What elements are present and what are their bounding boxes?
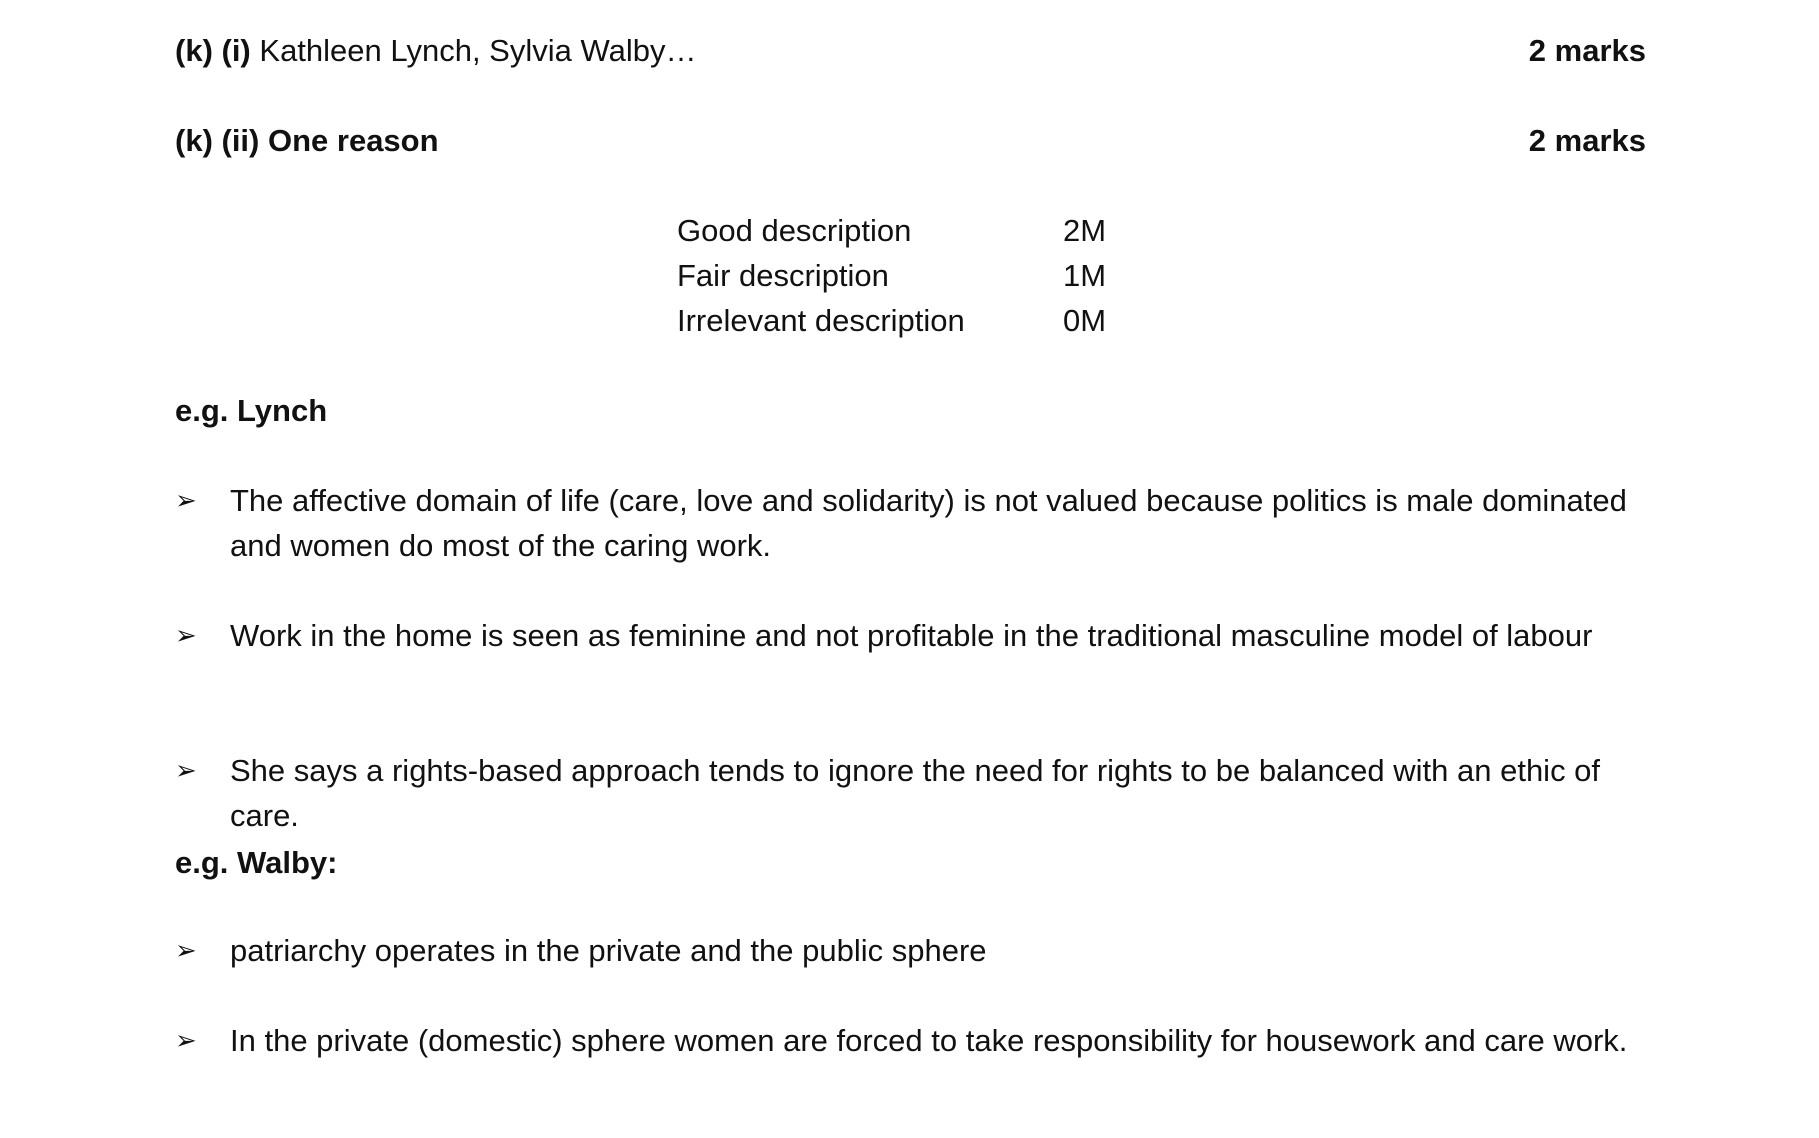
list-item [175, 613, 1665, 658]
scheme-mark: 2M [1063, 213, 1107, 248]
list-item-text: She says a rights-based approach tends to ignore the need for rights to be balanced with an ethic of care. [230, 753, 1601, 833]
scheme-description: Good description [677, 213, 912, 248]
list-item-text: Work in the home is seen as feminine and not profitable in the traditional masculine model of labour [230, 618, 1593, 653]
question-k-i-row [175, 28, 1646, 73]
scheme-mark: 0M [1063, 303, 1107, 338]
scheme-description: Irrelevant description [677, 303, 965, 338]
arrow-bullet-icon: ➢ [175, 1025, 197, 1055]
scheme-row [677, 298, 1106, 343]
arrow-bullet-icon: ➢ [175, 935, 197, 965]
list-item [175, 928, 1665, 973]
question-k-ii-label: (k) (ii) One reason [175, 123, 439, 158]
arrow-bullet-icon: ➢ [175, 620, 197, 650]
list-item [175, 478, 1665, 568]
walby-heading: e.g. Walby: [175, 845, 338, 880]
marking-scheme-table [677, 208, 1106, 343]
arrow-bullet-icon: ➢ [175, 485, 197, 515]
list-item [175, 1018, 1665, 1063]
list-item [175, 748, 1665, 838]
question-k-i-answer: Kathleen Lynch, Sylvia Walby… [259, 33, 697, 68]
list-item-text: In the private (domestic) sphere women are forced to take responsibility for housework and care work. [230, 1023, 1628, 1058]
question-k-ii-marks: 2 marks [1528, 123, 1646, 158]
list-item-text: patriarchy operates in the private and the public sphere [230, 933, 987, 968]
question-k-ii-row [175, 118, 1646, 163]
scheme-row [677, 253, 1106, 298]
question-k-i-marks: 2 marks [1528, 33, 1646, 68]
scheme-row [677, 208, 1106, 253]
list-item-text: The affective domain of life (care, love and solidarity) is not valued because politics is male dominated and women do most of the caring work. [230, 483, 1627, 563]
question-k-i [175, 28, 696, 73]
scheme-description: Fair description [677, 258, 889, 293]
lynch-heading: e.g. Lynch [175, 393, 328, 428]
question-k-i-label: (k) (i) [175, 33, 251, 68]
scheme-mark: 1M [1063, 258, 1107, 293]
arrow-bullet-icon: ➢ [175, 755, 197, 785]
